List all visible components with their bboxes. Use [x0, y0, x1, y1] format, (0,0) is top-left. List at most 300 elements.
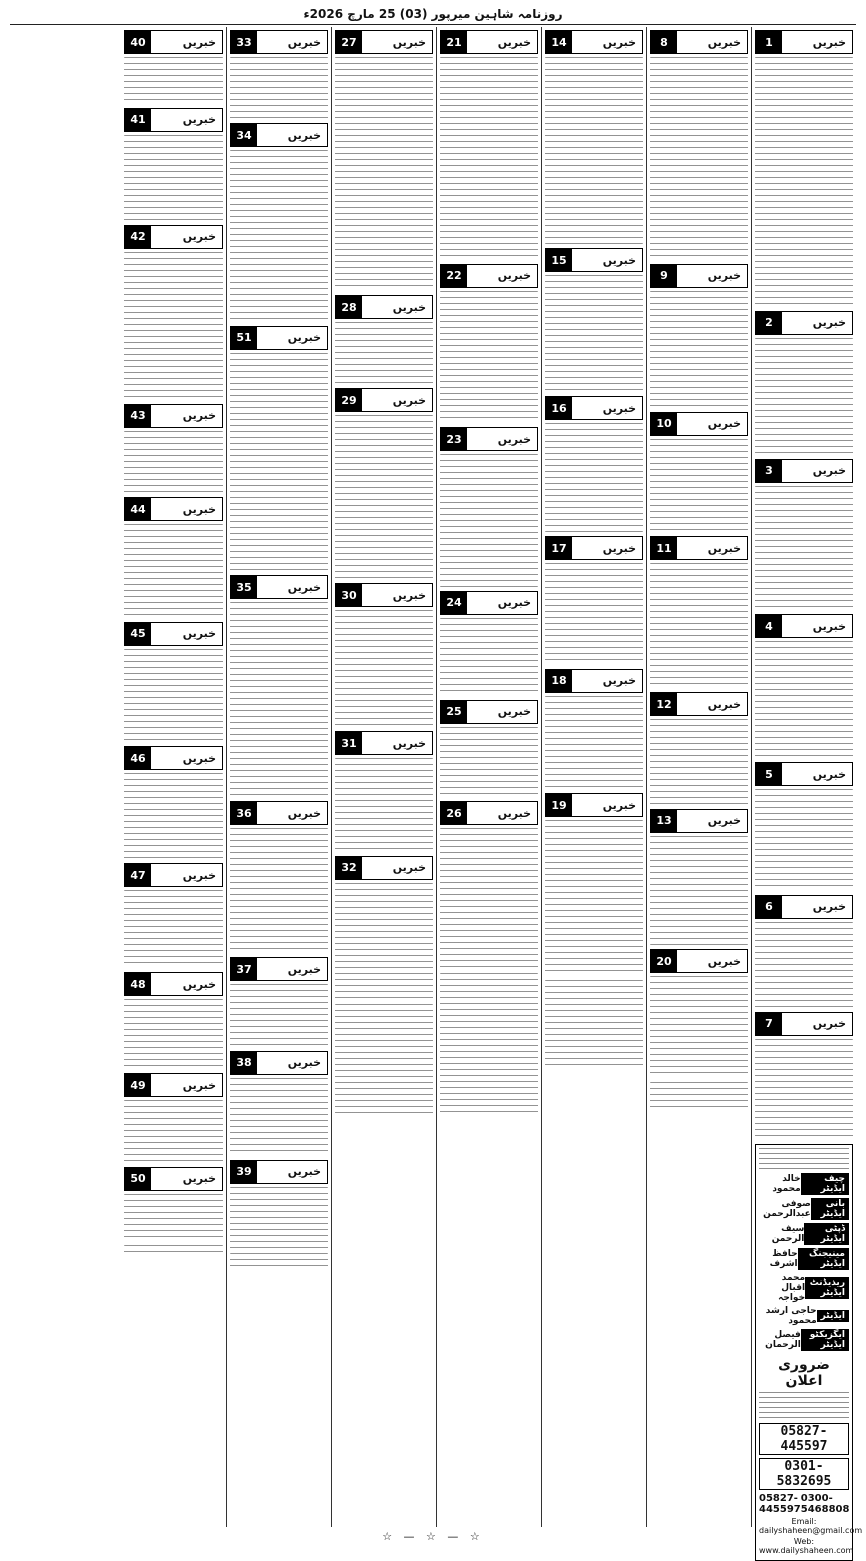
story-label: خبریں — [392, 861, 426, 875]
story-label: خبریں — [287, 128, 321, 142]
news-story — [230, 1051, 328, 1156]
story-label: خبریں — [182, 868, 216, 882]
staff-row — [759, 1273, 849, 1303]
story-number-header — [440, 30, 538, 54]
news-story — [230, 123, 328, 322]
story-number-header — [545, 536, 643, 560]
story-body-text — [124, 252, 223, 400]
story-number: 22 — [441, 265, 467, 287]
story-number-header — [335, 388, 433, 412]
story-label: خبریں — [812, 464, 846, 478]
story-body-text — [124, 57, 223, 104]
story-number: 26 — [441, 802, 467, 824]
page-masthead: روزنامہ شاہین میرپور (03) 25 مارچ 2026ء — [10, 4, 856, 25]
story-label: خبریں — [497, 432, 531, 446]
story-body-text — [335, 610, 433, 727]
story-body-text — [755, 338, 853, 455]
staff-role: ایڈیٹر — [817, 1310, 849, 1322]
story-label: خبریں — [707, 697, 741, 711]
story-number-header — [230, 30, 328, 54]
story-label: خبریں — [812, 900, 846, 914]
story-label: خبریں — [182, 977, 216, 991]
news-story — [124, 30, 223, 104]
staff-name: فیصل الرحمان — [765, 1329, 801, 1350]
story-number: 21 — [441, 31, 467, 53]
story-body-text — [335, 57, 433, 291]
news-story — [124, 622, 223, 743]
story-body-text — [230, 1078, 328, 1156]
news-story — [124, 404, 223, 493]
office-phone-2: 0300-5468808 — [800, 1492, 850, 1515]
news-story — [545, 669, 643, 790]
story-label: خبریں — [602, 401, 636, 415]
story-number-header — [124, 746, 223, 770]
story-label: خبریں — [182, 502, 216, 516]
news-column — [121, 27, 226, 1527]
story-number: 33 — [231, 31, 257, 53]
staff-role: ایگزیکٹو ایڈیٹر — [801, 1329, 849, 1351]
story-body-text — [650, 976, 748, 1077]
story-number-header — [124, 404, 223, 428]
email-line: Email: dailyshaheen@gmail.com — [759, 1516, 863, 1535]
story-label: خبریں — [392, 35, 426, 49]
story-number-header — [650, 809, 748, 833]
staff-name: حاجی ارشد محمود — [765, 1305, 817, 1326]
story-number-header — [545, 248, 643, 272]
story-body-text — [755, 57, 853, 307]
story-number-header — [650, 412, 748, 436]
story-number: 24 — [441, 592, 467, 614]
story-number: 11 — [651, 537, 677, 559]
story-number-header — [755, 614, 853, 638]
story-label: خبریں — [602, 35, 636, 49]
story-body-text — [440, 291, 538, 424]
story-body-text — [124, 1100, 223, 1162]
story-number-header — [755, 459, 853, 483]
story-number: 48 — [125, 973, 151, 995]
story-label: خبریں — [707, 814, 741, 828]
news-story — [650, 692, 748, 805]
story-body-text — [440, 727, 538, 797]
news-story — [124, 1167, 223, 1241]
story-number: 14 — [546, 31, 572, 53]
news-story — [650, 809, 748, 945]
news-story — [755, 30, 853, 307]
story-label: خبریں — [287, 331, 321, 345]
story-label: خبریں — [707, 269, 741, 283]
story-number-header — [124, 863, 223, 887]
staff-row — [759, 1198, 849, 1220]
story-label: خبریں — [497, 596, 531, 610]
story-label: خبریں — [497, 35, 531, 49]
news-column — [646, 27, 751, 1527]
news-story — [440, 264, 538, 424]
story-label: خبریں — [707, 954, 741, 968]
news-story — [755, 311, 853, 455]
story-label: خبریں — [812, 316, 846, 330]
story-number-header — [335, 295, 433, 319]
story-label: خبریں — [497, 806, 531, 820]
column-tail-text — [545, 980, 643, 1070]
columns-container — [10, 27, 863, 1555]
news-story — [335, 295, 433, 384]
staff-name: صوفی عبدالرحمن — [763, 1198, 811, 1219]
story-body-text — [230, 1187, 328, 1249]
story-body-text — [755, 641, 853, 758]
story-label: خبریں — [812, 767, 846, 781]
news-story — [335, 583, 433, 727]
story-number-header — [440, 591, 538, 615]
story-label: خبریں — [182, 1172, 216, 1186]
story-number: 45 — [125, 623, 151, 645]
story-body-text — [335, 758, 433, 852]
story-body-text — [440, 454, 538, 587]
story-number: 39 — [231, 1161, 257, 1183]
story-body-text — [545, 57, 643, 244]
staff-row — [759, 1329, 849, 1351]
story-number: 51 — [231, 327, 257, 349]
story-body-text — [124, 999, 223, 1069]
story-label: خبریں — [182, 409, 216, 423]
column-tail-text — [650, 1082, 748, 1112]
news-story — [650, 264, 748, 408]
story-body-text — [230, 828, 328, 953]
story-body-text — [124, 649, 223, 743]
news-story — [650, 949, 748, 1077]
story-label: خبریں — [497, 269, 531, 283]
story-body-text — [650, 57, 748, 260]
news-story — [440, 30, 538, 260]
story-label: خبریں — [182, 35, 216, 49]
news-story — [230, 957, 328, 1046]
story-number-header — [230, 123, 328, 147]
news-story — [124, 225, 223, 400]
story-label: خبریں — [182, 113, 216, 127]
story-number: 28 — [336, 296, 362, 318]
news-story — [335, 731, 433, 852]
story-label: خبریں — [707, 541, 741, 555]
staff-row — [759, 1223, 849, 1245]
story-label: خبریں — [812, 35, 846, 49]
story-number-header — [755, 30, 853, 54]
story-number-header — [755, 762, 853, 786]
story-number: 49 — [125, 1074, 151, 1096]
news-story — [230, 801, 328, 953]
story-body-text — [230, 150, 328, 322]
story-label: خبریں — [287, 1165, 321, 1179]
story-body-text — [335, 415, 433, 579]
story-label: خبریں — [287, 962, 321, 976]
story-number: 38 — [231, 1052, 257, 1074]
story-body-text — [124, 135, 223, 221]
story-label: خبریں — [287, 1056, 321, 1070]
story-body-text — [650, 836, 748, 945]
page-footer: ☆ — ☆ — ☆ — [382, 1529, 484, 1543]
news-story — [440, 427, 538, 587]
story-body-text — [124, 524, 223, 618]
notice-phone: 05827-445597 — [759, 1423, 849, 1455]
news-story — [230, 1160, 328, 1249]
column-tail-text — [230, 1253, 328, 1268]
story-number: 35 — [231, 576, 257, 598]
story-label: خبریں — [182, 751, 216, 765]
story-body-text — [440, 828, 538, 968]
staff-name: محمد اقبال خواجہ — [778, 1272, 806, 1303]
story-number: 41 — [125, 109, 151, 131]
news-story — [545, 396, 643, 532]
news-story — [335, 388, 433, 579]
story-label: خبریں — [602, 798, 636, 812]
story-number: 4 — [756, 615, 782, 637]
story-body-text — [650, 719, 748, 805]
story-body-text — [755, 1039, 853, 1140]
story-number-header — [440, 700, 538, 724]
story-number-header — [440, 264, 538, 288]
story-number: 6 — [756, 896, 782, 918]
story-number-header — [440, 427, 538, 451]
staff-row — [759, 1248, 849, 1270]
story-number: 15 — [546, 249, 572, 271]
story-label: خبریں — [182, 1078, 216, 1092]
story-number-header — [230, 1051, 328, 1075]
story-number: 17 — [546, 537, 572, 559]
story-label: خبریں — [287, 806, 321, 820]
story-body-text — [545, 563, 643, 664]
story-number-header — [650, 949, 748, 973]
story-number-header — [650, 536, 748, 560]
story-number: 50 — [125, 1168, 151, 1190]
story-number: 31 — [336, 732, 362, 754]
story-body-text — [440, 57, 538, 260]
story-label: خبریں — [182, 627, 216, 641]
news-story — [124, 1073, 223, 1162]
news-story — [124, 497, 223, 618]
story-number-header — [755, 311, 853, 335]
story-number: 47 — [125, 864, 151, 886]
news-story — [335, 856, 433, 1000]
notice-phone: 0301-5832695 — [759, 1458, 849, 1490]
story-number: 36 — [231, 802, 257, 824]
story-body-text — [230, 984, 328, 1046]
news-story — [440, 801, 538, 968]
story-body-text — [545, 820, 643, 976]
story-number: 3 — [756, 460, 782, 482]
story-number-header — [335, 30, 433, 54]
story-number-header — [124, 1073, 223, 1097]
story-number-header — [335, 583, 433, 607]
story-number: 16 — [546, 397, 572, 419]
story-number: 13 — [651, 810, 677, 832]
story-label: خبریں — [602, 253, 636, 267]
staff-role: مینیجنگ ایڈیٹر — [798, 1248, 849, 1270]
story-number-header — [230, 957, 328, 981]
story-number: 18 — [546, 670, 572, 692]
column-tail-text — [335, 1004, 433, 1114]
story-body-text — [335, 322, 433, 384]
story-number-header — [230, 326, 328, 350]
story-label: خبریں — [287, 580, 321, 594]
story-body-text — [650, 563, 748, 688]
news-story — [755, 459, 853, 611]
staff-role: چیف ایڈیٹر — [801, 1173, 849, 1195]
story-number-header — [124, 622, 223, 646]
news-story — [545, 793, 643, 976]
story-body-text — [545, 696, 643, 790]
story-number: 42 — [125, 226, 151, 248]
story-label: خبریں — [602, 541, 636, 555]
news-story — [440, 591, 538, 696]
staff-role: ڈپٹی ایڈیٹر — [804, 1223, 849, 1245]
staff-name: خالد محمود — [772, 1173, 801, 1194]
story-number-header — [440, 801, 538, 825]
story-body-text — [755, 922, 853, 1008]
news-story — [755, 614, 853, 758]
story-body-text — [650, 291, 748, 408]
office-phones — [759, 1493, 849, 1515]
story-body-text — [335, 883, 433, 1000]
story-body-text — [755, 486, 853, 611]
story-label: خبریں — [392, 588, 426, 602]
news-column — [541, 27, 646, 1527]
story-number: 12 — [651, 693, 677, 715]
story-body-text — [650, 439, 748, 533]
news-column — [331, 27, 436, 1527]
story-number-header — [335, 856, 433, 880]
story-label: خبریں — [707, 417, 741, 431]
story-number: 9 — [651, 265, 677, 287]
staff-role: ریذیڈنٹ ایڈیٹر — [805, 1277, 849, 1299]
story-label: خبریں — [497, 705, 531, 719]
story-body-text — [124, 431, 223, 493]
news-story — [124, 108, 223, 221]
story-number-header — [124, 497, 223, 521]
story-number-header — [124, 225, 223, 249]
masthead-info-box — [755, 1144, 863, 1561]
story-label: خبریں — [812, 1017, 846, 1031]
staff-name: سیف الرحمن — [771, 1223, 805, 1244]
news-story — [440, 700, 538, 797]
news-story — [545, 248, 643, 392]
story-number: 34 — [231, 124, 257, 146]
staff-row — [759, 1173, 849, 1195]
story-number: 20 — [651, 950, 677, 972]
news-story — [755, 1012, 853, 1140]
story-number: 8 — [651, 31, 677, 53]
staff-row — [759, 1306, 849, 1326]
story-number-header — [124, 108, 223, 132]
story-number: 25 — [441, 701, 467, 723]
story-number: 2 — [756, 312, 782, 334]
story-number-header — [545, 793, 643, 817]
story-number: 46 — [125, 747, 151, 769]
story-number: 30 — [336, 584, 362, 606]
story-number-header — [545, 396, 643, 420]
news-story — [230, 326, 328, 571]
story-body-text — [230, 353, 328, 571]
news-story — [650, 536, 748, 688]
story-number-header — [650, 30, 748, 54]
story-label: خبریں — [287, 35, 321, 49]
news-story — [335, 30, 433, 291]
story-label: خبریں — [182, 230, 216, 244]
story-number: 40 — [125, 31, 151, 53]
story-label: خبریں — [602, 674, 636, 688]
story-number-header — [124, 30, 223, 54]
column-tail-text — [124, 1245, 223, 1255]
story-number: 37 — [231, 958, 257, 980]
story-number-header — [124, 972, 223, 996]
news-story — [124, 863, 223, 968]
story-body-text — [545, 423, 643, 532]
story-body-text — [124, 1194, 223, 1241]
story-number: 1 — [756, 31, 782, 53]
story-number: 10 — [651, 413, 677, 435]
story-body-text — [440, 618, 538, 696]
news-story — [755, 762, 853, 890]
story-number-header — [335, 731, 433, 755]
story-label: خبریں — [392, 300, 426, 314]
story-body-text — [755, 789, 853, 890]
story-number: 43 — [125, 405, 151, 427]
notice-title: ضروری اعلان — [778, 1356, 830, 1389]
story-body-text — [230, 602, 328, 797]
news-story — [650, 412, 748, 533]
story-body-text — [230, 57, 328, 119]
news-story — [124, 746, 223, 859]
news-story — [545, 536, 643, 664]
news-story — [650, 30, 748, 260]
story-number: 27 — [336, 31, 362, 53]
news-story — [230, 575, 328, 797]
story-number: 7 — [756, 1013, 782, 1035]
news-story — [755, 895, 853, 1008]
story-number-header — [650, 692, 748, 716]
story-number-header — [124, 1167, 223, 1191]
story-number-header — [755, 1012, 853, 1036]
story-label: خبریں — [392, 736, 426, 750]
story-body-text — [124, 773, 223, 859]
story-number-header — [545, 669, 643, 693]
story-body-text — [545, 275, 643, 392]
story-number: 29 — [336, 389, 362, 411]
story-number-header — [230, 575, 328, 599]
story-number-header — [545, 30, 643, 54]
staff-name: حافظ اشرف — [769, 1248, 798, 1269]
story-label: خبریں — [392, 393, 426, 407]
story-label: خبریں — [812, 619, 846, 633]
office-phone-1: 05827-445597 — [759, 1492, 801, 1515]
story-number-header — [230, 801, 328, 825]
column-tail-text — [440, 973, 538, 1113]
notice-text — [759, 1392, 849, 1420]
news-column — [226, 27, 331, 1527]
news-column — [436, 27, 541, 1527]
story-number: 5 — [756, 763, 782, 785]
news-story — [545, 30, 643, 244]
story-body-text — [124, 890, 223, 968]
news-story — [230, 30, 328, 119]
news-story — [124, 972, 223, 1069]
story-number: 44 — [125, 498, 151, 520]
news-column — [751, 27, 863, 1555]
story-number-header — [230, 1160, 328, 1184]
staff-role: بانی ایڈیٹر — [811, 1198, 849, 1220]
story-number-header — [755, 895, 853, 919]
office-address-text — [759, 1148, 849, 1170]
website-line: Web: www.dailyshaheen.com — [759, 1536, 854, 1555]
story-number: 32 — [336, 857, 362, 879]
story-number-header — [650, 264, 748, 288]
